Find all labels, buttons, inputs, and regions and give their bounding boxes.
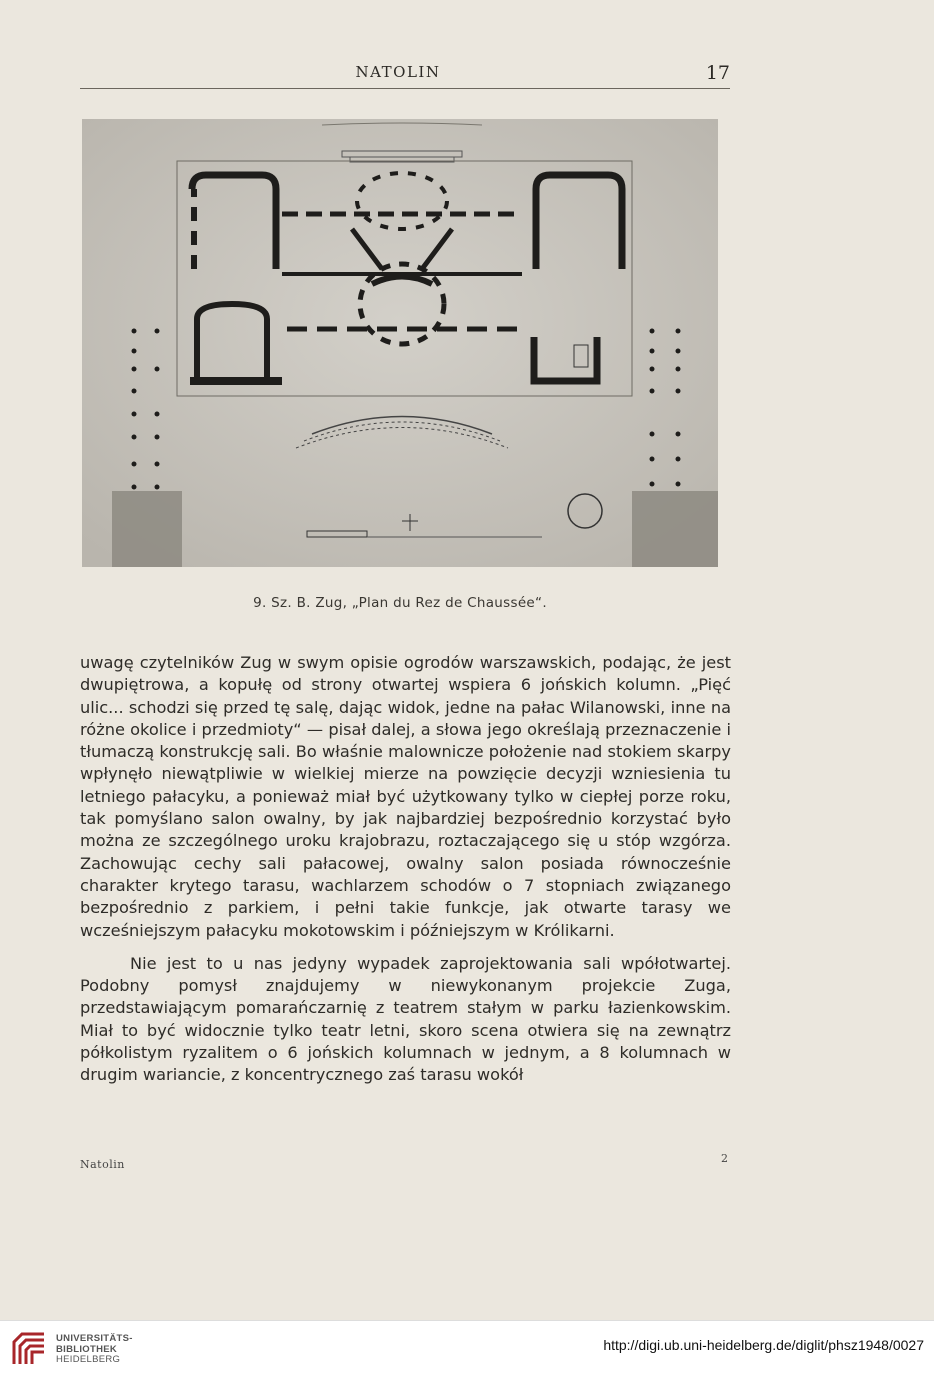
body-text xyxy=(80,652,731,1087)
floor-plan-drawing xyxy=(82,119,718,567)
library-logo-icon[interactable] xyxy=(10,1330,48,1368)
footer-signature: Natolin xyxy=(80,1158,125,1171)
paragraph: uwagę czytelników Zug w swym opisie ogrodów warszawskich, podając, że jest dwupiętrowa, a kopułę od strony otwartej wspiera 6 jońskich kolumn. „Pięć ulic... schodzi się przed tę salę, dając widok, jedne na pałac Wilanowski, inne na różne okolice i przedmioty“ — pisał dalej, a słowa jego określają przeznaczenie i tłumaczą konstrukcję sali. Bo właśnie malownicze położenie nad stokiem skarpy wpłynęło niewątpliwie w wielkiej mierze na powzięcie decyzji wzniesienia tu letniego pałacyku, a ponieważ miał być użytkowany tylko w ciepłej porze roku, tak pomyślano salon owalny, by jak najbardziej bezpośrednio korzystać było można ze szczególnego uroku krajobrazu, roztaczającego się u stóp wzgórza. Zachowując cechy sali pałacowej, owalny salon posiada równocześnie charakter krytego tarasu, wachlarzem schodów o 7 stopniach związanego bezpośrednio z parkiem, i pełni takie funkcje, jak otwarte tarasy we wcześniejszym pałacyku mokotowskim i późniejszym w Królikarni. xyxy=(80,653,731,940)
source-url-link[interactable]: http://digi.ub.uni-heidelberg.de/diglit/phsz1948/0027 xyxy=(603,1337,924,1353)
running-header: NATOLIN xyxy=(355,63,441,81)
library-name-line: UNIVERSITÄTS- xyxy=(56,1333,133,1344)
figure-caption: 9. Sz. B. Zug, „Plan du Rez de Chaussée“. xyxy=(253,595,547,611)
header-rule xyxy=(80,88,730,89)
paragraph: Nie jest to u nas jedyny wypadek zaprojektowania sali wpółotwartej. Podobny pomysł znajdujemy w niewykonanym projekcie Zuga, przedstawiającym pomarańczarnię z teatrem stałym w parku łazienkowskim. Miał to być widocznie tylko teatr letni, skoro scena otwiera się na zewnątrz półkolistym ryzalitem o 6 jońskich kolumnach w jednym, a 8 kolumnach w drugim wariancie, z koncentrycznego zaś tarasu wokół xyxy=(80,953,731,1085)
floor-plan-figure xyxy=(82,119,718,567)
page-number: 17 xyxy=(705,62,730,84)
library-name-line: BIBLIOTHEK xyxy=(56,1343,118,1355)
library-name[interactable] xyxy=(56,1334,133,1366)
sheet-number: 2 xyxy=(721,1152,728,1165)
library-bar xyxy=(0,1320,934,1386)
library-name-line: HEIDELBERG xyxy=(56,1354,121,1365)
